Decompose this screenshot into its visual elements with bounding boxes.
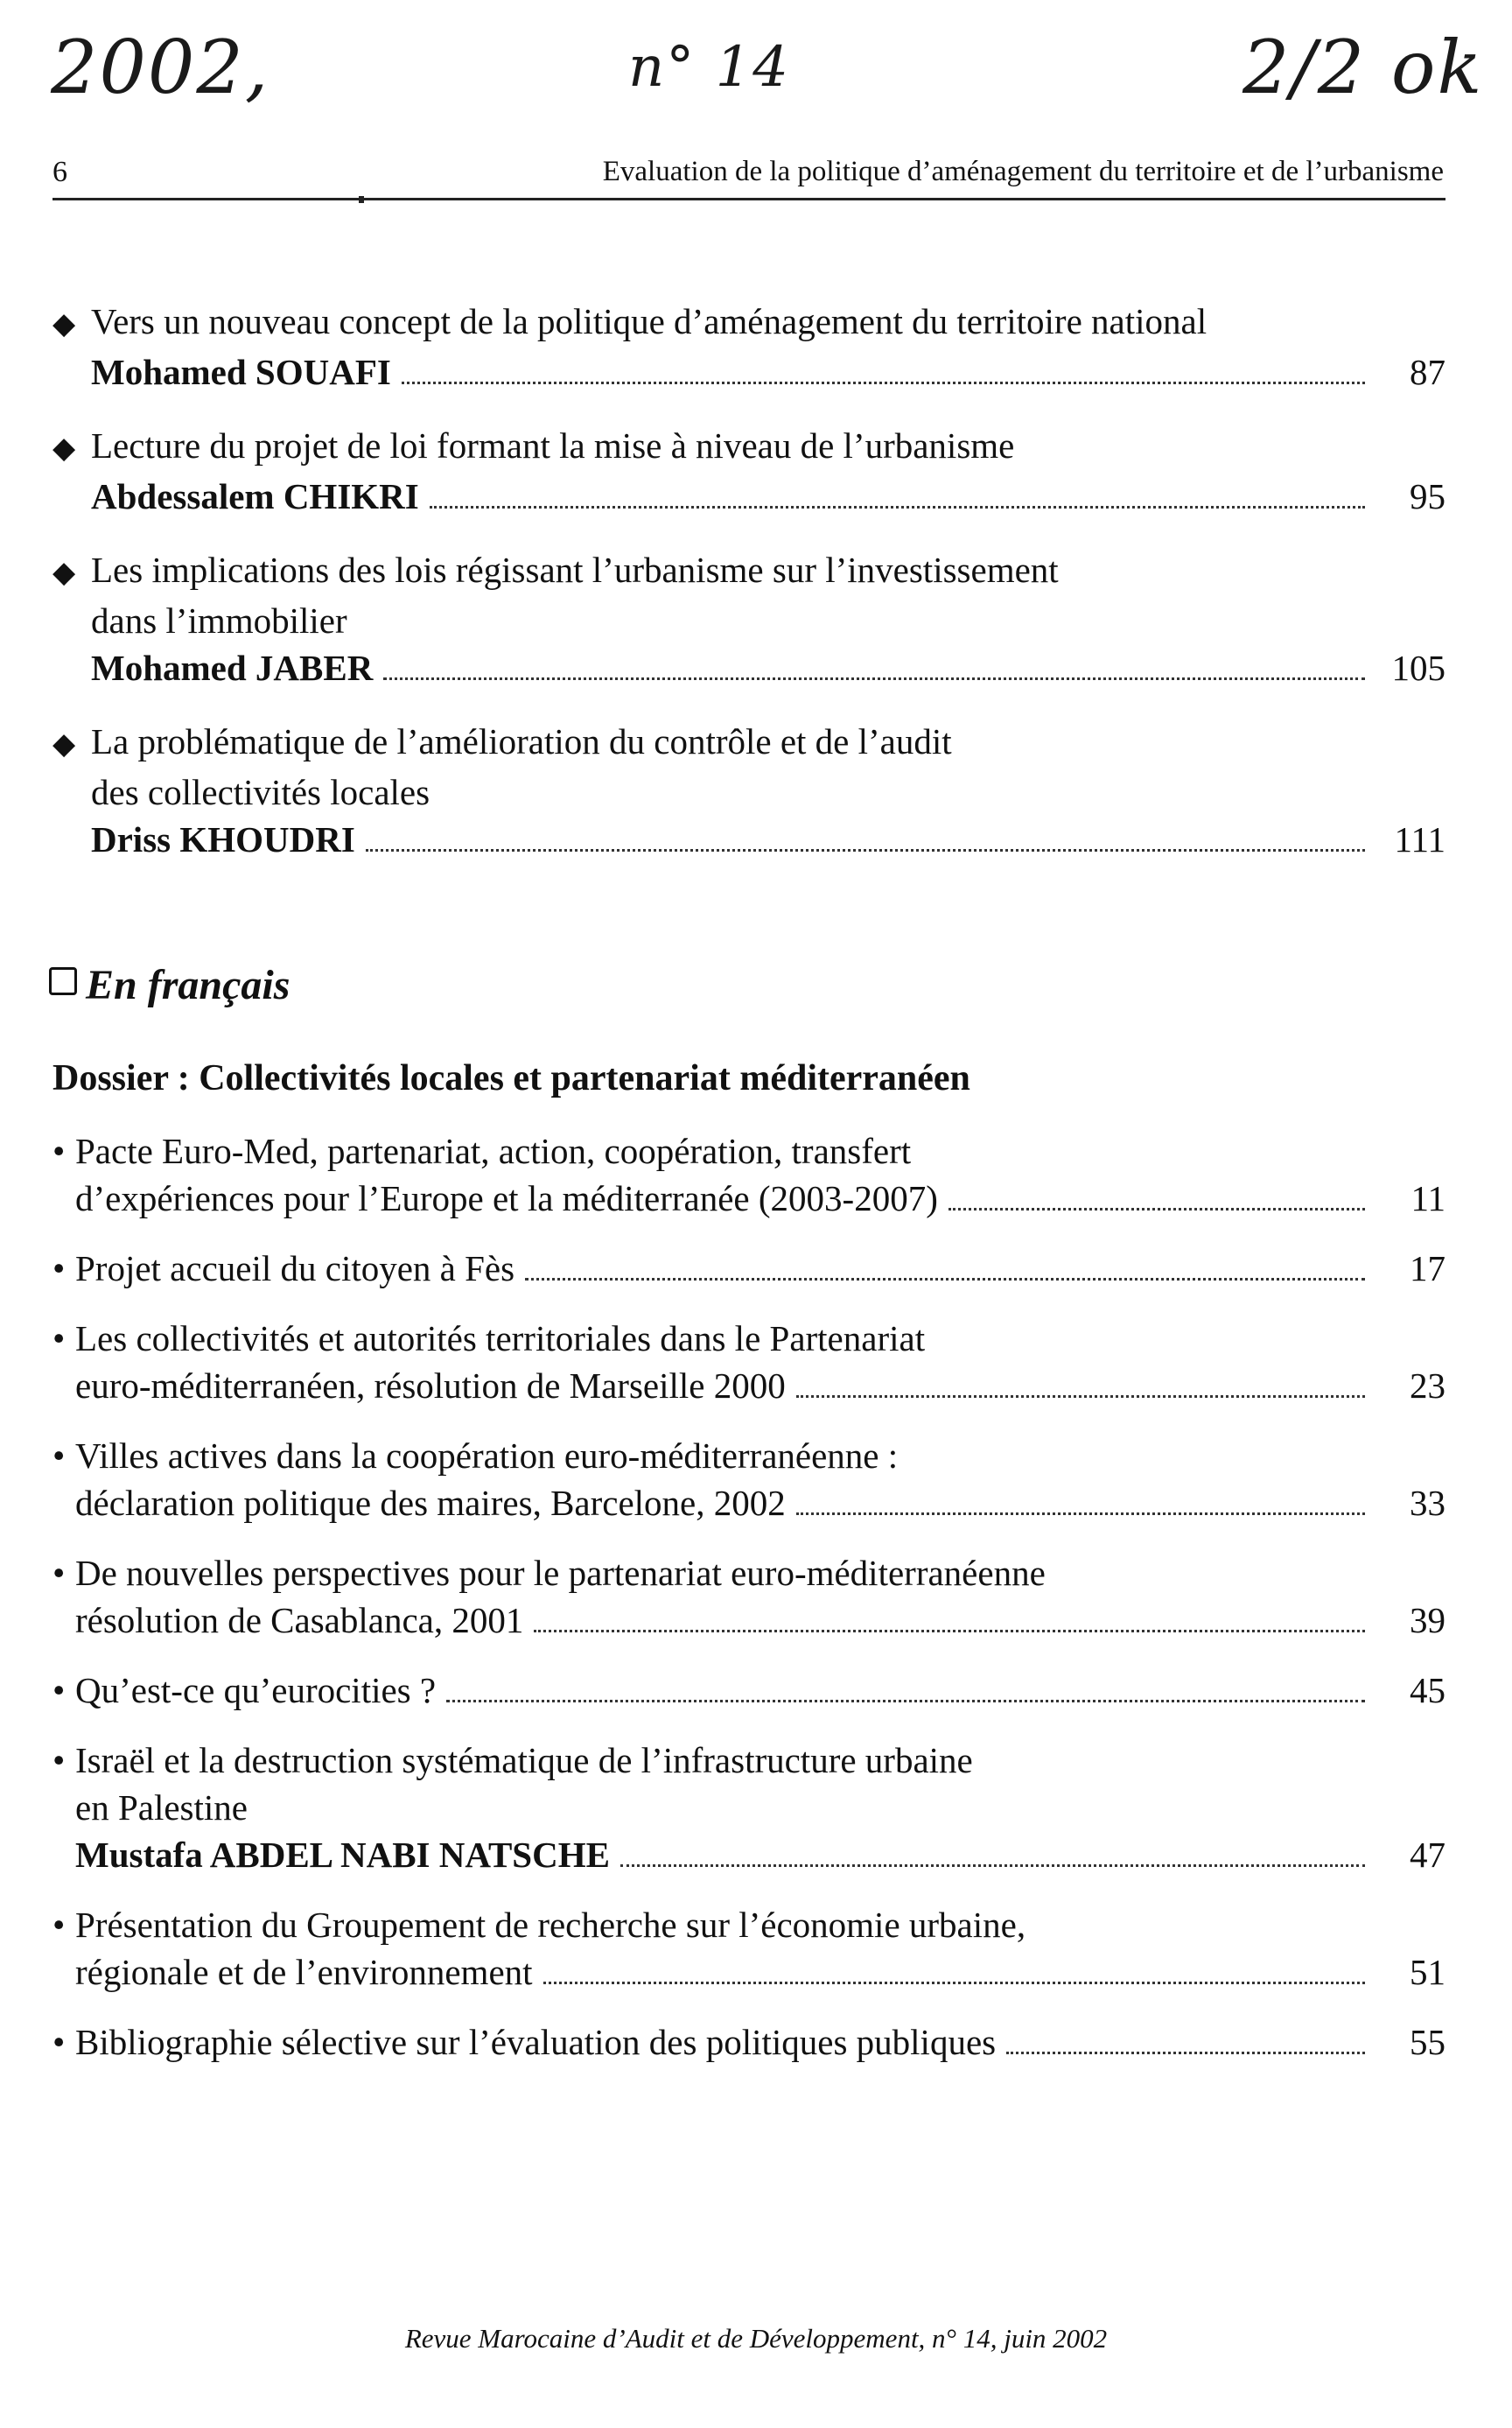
toc-entry-author: Abdessalem CHIKRI: [91, 476, 419, 516]
square-bullet-icon: [49, 967, 77, 995]
toc-entry-title-cont: résolution de Casablanca, 2001: [75, 1600, 524, 1640]
toc-list-french: [52, 1127, 1446, 2066]
dot-leader: [796, 1395, 1365, 1398]
toc-entry-title-cont: euro-méditerranéen, résolution de Marseille 2000: [75, 1365, 786, 1406]
toc-entry-title-cont: régionale et de l’environnement: [75, 1952, 533, 1992]
toc-entry: [52, 718, 1446, 863]
toc-entry-title: Bibliographie sélective sur l’évaluation des politiques publiques: [75, 2022, 997, 2062]
toc-entry-title: Villes actives dans la coopération euro-méditerranéenne :: [75, 1435, 899, 1476]
toc-entry: [52, 1245, 1446, 1292]
dot-bullet-icon: •: [52, 1553, 66, 1593]
toc-entry: [52, 546, 1446, 691]
section-title: En français: [86, 962, 290, 1008]
toc-entry-title-cont: en Palestine: [75, 1787, 248, 1828]
page-number: 6: [52, 156, 67, 188]
dot-bullet-icon: •: [52, 2022, 66, 2062]
toc-entry: [52, 1901, 1446, 1996]
toc-entry-author: Mohamed JABER: [91, 648, 374, 688]
toc-entry: [52, 422, 1446, 520]
toc-entry: [52, 2018, 1446, 2066]
toc-entry-page: 23: [1410, 1365, 1446, 1406]
dot-leader: [796, 1512, 1365, 1515]
toc-entry-title: Qu’est-ce qu’eurocities ?: [75, 1670, 437, 1710]
toc-entry: [52, 298, 1446, 396]
toc-entry-page: 51: [1410, 1952, 1446, 1992]
toc-entry-title: Israël et la destruction systématique de l’infrastructure urbaine: [75, 1740, 973, 1780]
diamond-bullet-icon: ◆: [52, 557, 76, 589]
toc-entry-page: 47: [1410, 1835, 1446, 1875]
toc-entry-page: 105: [1391, 648, 1446, 688]
toc-entry-title: Les implications des lois régissant l’urbanisme sur l’investissement: [91, 550, 1059, 590]
header-rule: [52, 198, 1446, 200]
diamond-bullet-icon: ◆: [52, 432, 76, 465]
diamond-bullet-icon: ◆: [52, 728, 76, 761]
toc-entry-title: Présentation du Groupement de recherche sur l’économie urbaine,: [75, 1905, 1026, 1945]
dot-leader: [1006, 2052, 1365, 2054]
toc-entry-title: De nouvelles perspectives pour le partenariat euro-méditerranéenne: [75, 1553, 1046, 1593]
toc-entry-page: 39: [1410, 1600, 1446, 1640]
toc-entry-page: 95: [1410, 476, 1446, 516]
dossier-heading: Dossier : Collectivités locales et partenariat méditerranéen: [52, 1058, 970, 1098]
dot-bullet-icon: •: [52, 1248, 66, 1288]
dot-bullet-icon: •: [52, 1318, 66, 1358]
dot-leader: [446, 1700, 1365, 1702]
dot-bullet-icon: •: [52, 1905, 66, 1945]
toc-entry-title-cont: déclaration politique des maires, Barcelone, 2002: [75, 1483, 786, 1523]
toc-entry: [52, 1432, 1446, 1526]
dot-leader: [543, 1982, 1365, 1984]
dot-leader: [366, 849, 1365, 852]
toc-entry: [52, 1127, 1446, 1222]
toc-entry-title: La problématique de l’amélioration du contrôle et de l’audit: [91, 721, 952, 761]
section-heading: [49, 961, 290, 1009]
header-rule-tick: [359, 196, 364, 203]
toc-entry-page: 111: [1394, 819, 1446, 860]
toc-entry-author: Driss KHOUDRI: [91, 819, 355, 860]
toc-entry-title: Pacte Euro-Med, partenariat, action, coopération, transfert: [75, 1131, 912, 1171]
toc-entry-title-cont: dans l’immobilier: [91, 600, 347, 641]
dot-leader: [430, 506, 1365, 509]
dot-bullet-icon: •: [52, 1740, 66, 1780]
handwritten-issue-number: n° 14: [628, 35, 790, 100]
dot-bullet-icon: •: [52, 1131, 66, 1171]
toc-entry-title-cont: d’expériences pour l’Europe et la méditerranée (2003-2007): [75, 1178, 938, 1218]
toc-list: [52, 298, 1446, 863]
dot-bullet-icon: •: [52, 1435, 66, 1476]
toc-entry-title: Vers un nouveau concept de la politique d’aménagement du territoire national: [91, 301, 1208, 341]
toc-entry: [52, 1737, 1446, 1878]
toc-entry-author: Mohamed SOUAFI: [91, 352, 391, 392]
handwritten-year: 2002,: [51, 25, 270, 110]
dot-leader: [402, 382, 1365, 384]
running-title: Evaluation de la politique d’aménagement du territoire et de l’urbanisme: [602, 156, 1444, 187]
toc-entry-title: Lecture du projet de loi formant la mise à niveau de l’urbanisme: [91, 425, 1015, 466]
dot-leader: [534, 1630, 1365, 1632]
diamond-bullet-icon: ◆: [52, 308, 76, 340]
page-footer: Revue Marocaine d’Audit et de Développement, n° 14, juin 2002: [404, 2323, 1108, 2354]
toc-entry-page: 87: [1410, 352, 1446, 392]
toc-entry-author: Mustafa ABDEL NABI NATSCHE: [75, 1835, 610, 1875]
toc-entry-page: 55: [1410, 2022, 1446, 2062]
toc-entry-title: Les collectivités et autorités territoriales dans le Partenariat: [75, 1318, 926, 1358]
dot-leader: [948, 1208, 1365, 1210]
toc-entry: [52, 1315, 1446, 1409]
toc-entry-title: Projet accueil du citoyen à Fès: [75, 1248, 515, 1288]
handwritten-part-note: 2/2 ok: [1242, 25, 1484, 110]
dot-bullet-icon: •: [52, 1670, 66, 1710]
dot-leader: [620, 1864, 1365, 1867]
dot-leader: [525, 1278, 1365, 1281]
toc-entry-page: 33: [1410, 1483, 1446, 1523]
dot-leader: [383, 677, 1365, 680]
toc-entry-title-cont: des collectivités locales: [91, 772, 430, 812]
toc-entry-page: 17: [1410, 1248, 1446, 1288]
toc-entry: [52, 1549, 1446, 1644]
toc-entry: [52, 1667, 1446, 1714]
toc-entry-page: 11: [1410, 1178, 1446, 1218]
toc-entry-page: 45: [1410, 1670, 1446, 1710]
